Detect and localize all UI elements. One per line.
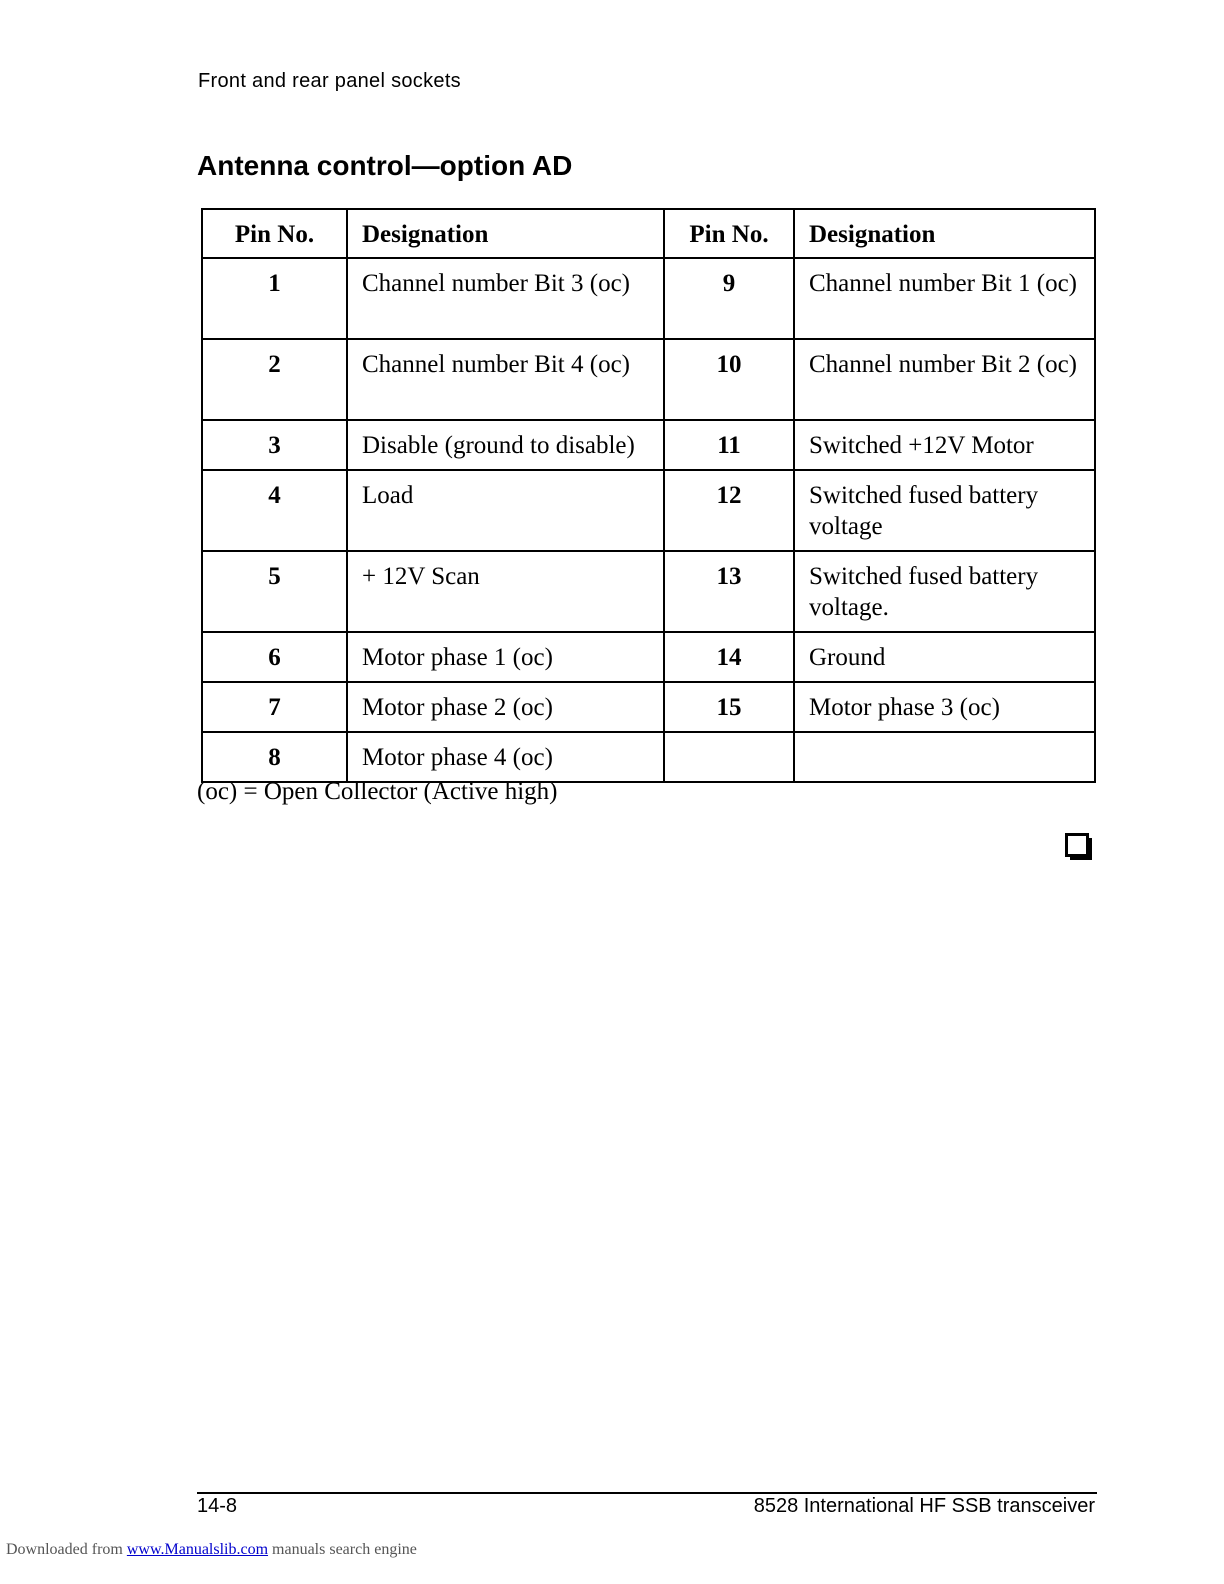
end-of-section-box-icon bbox=[1065, 833, 1093, 861]
table-row bbox=[202, 258, 1095, 339]
header-pin-no-left: Pin No. bbox=[202, 209, 347, 258]
manualslib-link[interactable]: www.Manualslib.com bbox=[126, 1541, 269, 1558]
running-head: Front and rear panel sockets bbox=[198, 70, 461, 92]
table-row bbox=[202, 420, 1095, 470]
pin-designation: Switched fused battery voltage. bbox=[794, 551, 1095, 632]
pin-number: 1 bbox=[202, 258, 347, 339]
pin-designation: Disable (ground to disable) bbox=[347, 420, 664, 470]
pin-designation: Motor phase 1 (oc) bbox=[347, 632, 664, 682]
table-note: (oc) = Open Collector (Active high) bbox=[197, 778, 558, 805]
pin-table bbox=[201, 208, 1096, 783]
pin-designation: + 12V Scan bbox=[347, 551, 664, 632]
pin-designation: Channel number Bit 2 (oc) bbox=[794, 339, 1095, 420]
table-header-row bbox=[202, 209, 1095, 258]
pin-number: 7 bbox=[202, 682, 347, 732]
table-row bbox=[202, 632, 1095, 682]
pin-number: 10 bbox=[664, 339, 794, 420]
download-prefix: Downloaded from bbox=[6, 1541, 127, 1558]
table-row bbox=[202, 732, 1095, 782]
pin-number: 4 bbox=[202, 470, 347, 551]
download-notice bbox=[6, 1541, 417, 1559]
pin-number: 14 bbox=[664, 632, 794, 682]
pin-number: 13 bbox=[664, 551, 794, 632]
page-number: 14-8 bbox=[197, 1495, 238, 1517]
pin-designation: Channel number Bit 4 (oc) bbox=[347, 339, 664, 420]
pin-number: 12 bbox=[664, 470, 794, 551]
pin-number: 3 bbox=[202, 420, 347, 470]
pin-number: 8 bbox=[202, 732, 347, 782]
table-row bbox=[202, 551, 1095, 632]
table-row bbox=[202, 470, 1095, 551]
header-designation-left: Designation bbox=[347, 209, 664, 258]
pin-number: 11 bbox=[664, 420, 794, 470]
pin-designation bbox=[794, 732, 1095, 782]
pin-designation: Ground bbox=[794, 632, 1095, 682]
header-pin-no-right: Pin No. bbox=[664, 209, 794, 258]
section-title: Antenna control—option AD bbox=[197, 150, 573, 181]
pin-designation: Motor phase 3 (oc) bbox=[794, 682, 1095, 732]
table-row bbox=[202, 682, 1095, 732]
pin-number: 9 bbox=[664, 258, 794, 339]
download-suffix: manuals search engine bbox=[268, 1541, 417, 1558]
book-title: 8528 International HF SSB transceiver bbox=[753, 1495, 1095, 1517]
pin-designation: Switched fused battery voltage bbox=[794, 470, 1095, 551]
pin-designation: Motor phase 2 (oc) bbox=[347, 682, 664, 732]
pin-number bbox=[664, 732, 794, 782]
pin-number: 2 bbox=[202, 339, 347, 420]
pin-number: 5 bbox=[202, 551, 347, 632]
pin-number: 15 bbox=[664, 682, 794, 732]
pin-designation: Switched +12V Motor bbox=[794, 420, 1095, 470]
pin-designation: Channel number Bit 1 (oc) bbox=[794, 258, 1095, 339]
footer-rule bbox=[197, 1492, 1097, 1494]
pin-designation: Load bbox=[347, 470, 664, 551]
table-row bbox=[202, 339, 1095, 420]
header-designation-right: Designation bbox=[794, 209, 1095, 258]
pin-designation: Motor phase 4 (oc) bbox=[347, 732, 664, 782]
pin-number: 6 bbox=[202, 632, 347, 682]
pin-designation: Channel number Bit 3 (oc) bbox=[347, 258, 664, 339]
